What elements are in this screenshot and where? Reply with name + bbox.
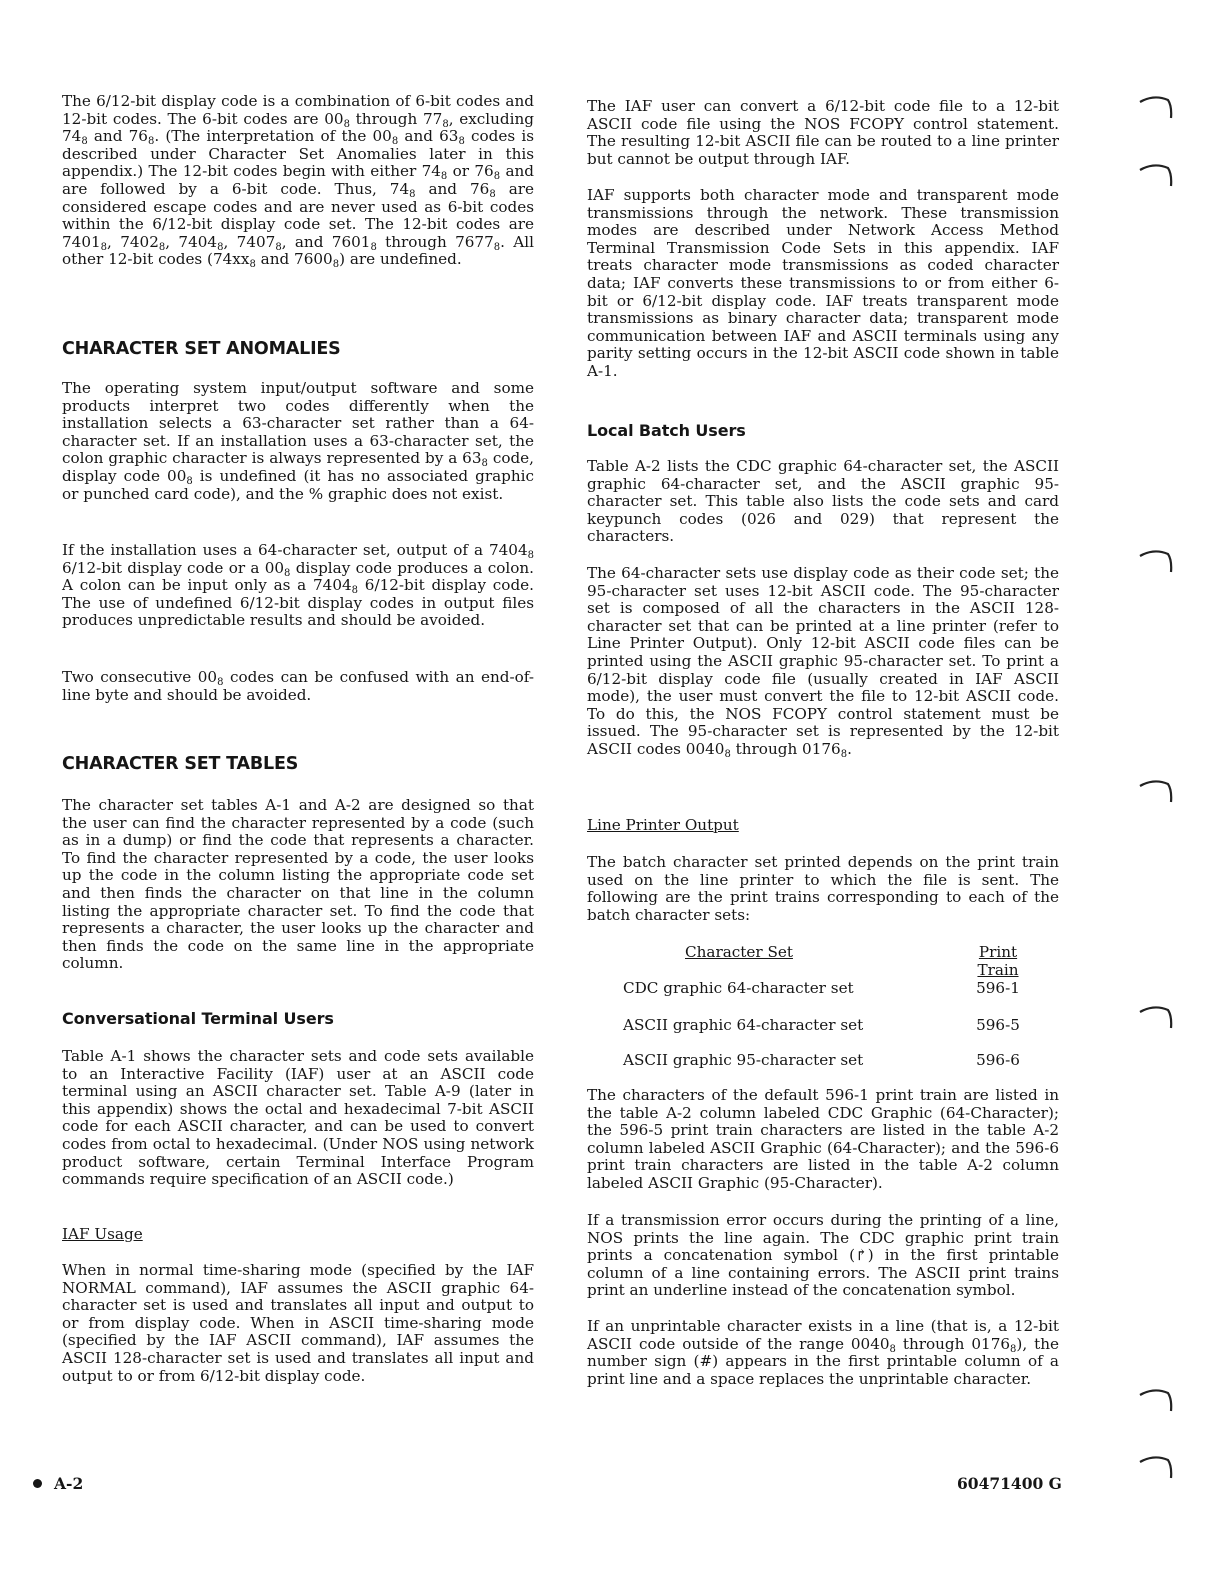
table-row: [623, 979, 1043, 999]
punch-hole-mark: [1138, 1385, 1174, 1413]
paragraph: If an unprintable character exists in a line (that is, a 12-bit ASCII code outside of the range $0040_8$ through $0176_8$), the number sign (#) appears in the first printable column of a print line and a space replaces the unprintable character.: [587, 1317, 1059, 1388]
subheading-line-printer-output: Line Printer Output: [587, 816, 739, 834]
paragraph: The 64-character sets use display code as their code set; the 95-character set uses 12-bit ASCII code. The 95-character set is composed of all the characters in the ASCII 128-character set that can be printed at a line printer (refer to Line Printer Output). Only 12-bit ASCII code files can be printed using the ASCII graphic 95-character set. To print a 6/12-bit display code file (usually created in IAF ASCII mode), the user must convert the file to 12-bit ASCII code. To do this, the NOS FCOPY control statement must be issued. The 95-character set is represented by the 12-bit ASCII codes $0040_8$ through $0176_8$.: [587, 564, 1059, 760]
column-header-character-set: Character Set: [685, 943, 793, 961]
paragraph: If the installation uses a 64-character set, output of a $7404_8$ 6/12-bit display code or a $00_8$ display code produces a colon. A colon can be input only as a $7404_8$ 6/12-bit display code. The use of undefined 6/12-bit display codes in output files produces unpredictable results and should be avoided.: [62, 541, 534, 630]
table-cell: ASCII graphic 95-character set: [623, 1051, 864, 1069]
table-row: [623, 1051, 1043, 1071]
section-heading-anomalies: CHARACTER SET ANOMALIES: [62, 339, 341, 359]
page-number: A-2: [54, 1474, 84, 1493]
punch-hole-mark: [1138, 92, 1174, 120]
column-header-print-train: Print Train: [977, 943, 1019, 979]
paragraph: If a transmission error occurs during the printing of a line, NOS prints the line again. The CDC graphic print train prints a concatenation symbol (↱) in the first printable column of a line containing errors. The ASCII print trains print an underline instead of the concatenation symbol.: [587, 1211, 1059, 1300]
paragraph: The batch character set printed depends on the print train used on the line printer to which the file is sent. The following are the print trains corresponding to each of the batch character sets:: [587, 853, 1059, 924]
punch-hole-mark: [1138, 776, 1174, 804]
punch-hole-mark: [1138, 1002, 1174, 1030]
paragraph: The 6/12-bit display code is a combination of 6-bit codes and 12-bit codes. The 6-bit codes are $00_8$ through $77_8$, excluding $74_8$ and $76_8$. (The interpretation of the $00_8$ and $63_8$ codes is described under Character Set Anomalies later in this appendix.) The 12-bit codes begin with either $74_8$ or $76_8$ and are followed by a 6-bit code. Thus, $74_8$ and $76_8$ are considered escape codes and are never used as 6-bit codes within the 6/12-bit display code set. The 12-bit codes are $7401_8$, $7402_8$, $7404_8$, $7407_8$, and $7601_8$ through $7677_8$. All other 12-bit codes ($74xx_8$ and $7600_8$) are undefined.: [62, 92, 535, 271]
bullet-marker: [33, 1479, 42, 1488]
section-heading-tables: CHARACTER SET TABLES: [62, 754, 299, 774]
table-cell: CDC graphic 64-character set: [623, 979, 854, 997]
table-row: [623, 1016, 1043, 1036]
paragraph: The characters of the default 596-1 print train are listed in the table A-2 column labeled CDC Graphic (64-Character); the 596-5 print train characters are listed in the table A-2 column labeled ASCII Graphic (64-Character); and the 596-6 print train characters are listed in the table A-2 column labeled ASCII Graphic (95-Character).: [587, 1086, 1059, 1192]
table-cell: 596-6: [976, 1051, 1020, 1069]
paragraph: The character set tables A-1 and A-2 are designed so that the user can find the character represented by a code (such as in a dump) or find the code that represents a character. To find the character represented by a code, the user looks up the code in the column listing the appropriate code set and then finds the character on that line in the column listing the appropriate character set. To find the code that represents a character, the user looks up the character and then finds the code on the same line in the appropriate column.: [62, 796, 534, 973]
subsection-heading-local-batch: Local Batch Users: [587, 421, 746, 440]
document-number: 60471400 G: [957, 1474, 1062, 1493]
paragraph: The IAF user can convert a 6/12-bit code file to a 12-bit ASCII code file using the NOS FCOPY control statement. The resulting 12-bit ASCII file can be routed to a line printer but cannot be output through IAF.: [587, 97, 1059, 168]
table-cell: 596-1: [976, 979, 1020, 997]
table-cell: ASCII graphic 64-character set: [623, 1016, 864, 1034]
table-cell: 596-5: [976, 1016, 1020, 1034]
punch-hole-mark: [1138, 160, 1174, 188]
subheading-iaf-usage: IAF Usage: [62, 1225, 143, 1243]
paragraph: IAF supports both character mode and transparent mode transmissions through the network. These transmission modes are described under Network Access Method Terminal Transmission Code Sets in this appendix. IAF treats character mode transmissions as coded character data; IAF converts these transmissions to or from either 6-bit or 6/12-bit display code. IAF treats transparent mode transmissions as binary character data; transparent mode communication between IAF and ASCII terminals using any parity setting occurs in the 12-bit ASCII code shown in table A-1.: [587, 186, 1059, 380]
table-header-row: [623, 943, 1043, 979]
paragraph: Two consecutive $00_8$ codes can be confused with an end-of-line byte and should be avoided.: [62, 668, 534, 704]
subsection-heading-conversational: Conversational Terminal Users: [62, 1009, 334, 1028]
paragraph: The operating system input/output software and some products interpret two codes differently when the installation selects a 63-character set rather than a 64-character set. If an installation uses a 63-character set, the colon graphic character is always represented by a $63_8$ code, display code $00_8$ is undefined (it has no associated graphic or punched card code), and the % graphic does not exist.: [62, 379, 535, 503]
paragraph: Table A-1 shows the character sets and code sets available to an Interactive Facility (IAF) user at an ASCII code terminal using an ASCII character set. Table A-9 (later in this appendix) shows the octal and hexadecimal 7-bit ASCII code for each ASCII character, and can be used to convert codes from octal to hexadecimal. (Under NOS using network product software, certain Terminal Interface Program commands require specification of an ASCII code.): [62, 1047, 534, 1189]
paragraph: Table A-2 lists the CDC graphic 64-character set, the ASCII graphic 64-character set, and the ASCII graphic 95-character set. This table also lists the code sets and card keypunch codes (026 and 029) that represent the characters.: [587, 457, 1059, 546]
punch-hole-mark: [1138, 1452, 1174, 1480]
punch-hole-mark: [1138, 546, 1174, 574]
paragraph: When in normal time-sharing mode (specified by the IAF NORMAL command), IAF assumes the ASCII graphic 64-character set is used and translates all input and output to or from display code. When in ASCII time-sharing mode (specified by the IAF ASCII command), IAF assumes the ASCII 128-character set is used and translates all input and output to or from 6/12-bit display code.: [62, 1261, 534, 1385]
